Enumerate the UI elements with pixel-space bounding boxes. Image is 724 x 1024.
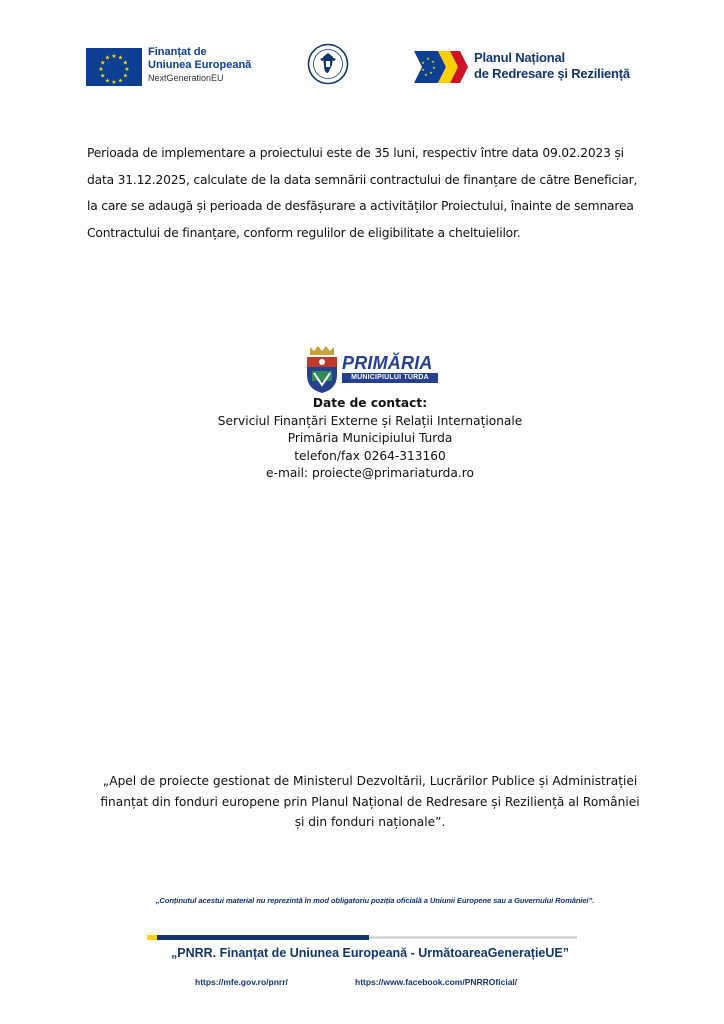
svg-text:★: ★: [98, 66, 104, 73]
footer-divider: [147, 927, 577, 932]
svg-text:★: ★: [124, 66, 130, 73]
eu-logo-line2: Uniunea Europeană: [148, 59, 252, 71]
svg-text:★: ★: [426, 56, 430, 61]
svg-text:★: ★: [104, 77, 111, 85]
footer-slogan: „PNRR. Finanțat de Uniunea Europeană - UrmătoareaGenerațieUE”: [170, 946, 569, 960]
svg-text:★: ★: [122, 72, 128, 80]
svg-text:★: ★: [421, 60, 425, 65]
svg-text:★: ★: [111, 53, 117, 60]
implementation-period-paragraph: Perioada de implementare a proiectului este de 35 luni, respectiv între data 09.02.2023 și data 31.12.2025, calculate de la data semnării contractului de finanțare de către Beneficiar, la care se adaugă și perioada de desfășurare a activităților Proiectului, înainte de semnarea Contractului de finanțare, conform regulilor de eligibilitate a cheltuielilor.: [87, 146, 638, 240]
footer-disclaimer: „Conținutul acestui material nu reprezintă în mod obligatoriu poziția oficială a Uniunii Europene sau a Guvernului României”.: [155, 896, 595, 905]
svg-text:★: ★: [100, 72, 106, 80]
pnrr-logo-line2: de Redresare și Reziliență: [474, 66, 630, 81]
svg-text:★: ★: [111, 79, 117, 86]
pnrr-logo-line1: Planul Național: [474, 50, 565, 65]
svg-text:★: ★: [429, 70, 433, 75]
primaria-turda-logo: [304, 345, 440, 397]
svg-text:★: ★: [122, 59, 128, 67]
svg-text:★: ★: [432, 65, 436, 70]
contact-heading: Date de contact:: [312, 396, 428, 410]
contact-phone: telefon/fax 0264-313160: [294, 448, 446, 463]
svg-text:★: ★: [431, 59, 435, 64]
pnrr-logo: [414, 49, 654, 85]
svg-text:★: ★: [117, 77, 124, 85]
primaria-logo-subtitle: MUNICIPIULUI TURDA: [342, 373, 438, 383]
funding-call-statement: „Apel de proiecte gestionat de Ministerul Dezvoltării, Lucrărilor Publice și Administrației finanțat din fonduri europene prin Planul Național de Redresare și Reziliență al României și din fonduri naționale”.: [100, 774, 640, 829]
svg-text:★: ★: [424, 72, 428, 77]
svg-text:★: ★: [421, 67, 425, 72]
svg-text:★: ★: [117, 54, 124, 62]
contact-email: e-mail: proiecte@primariaturda.ro: [266, 466, 474, 480]
turda-coat-of-arms-icon: [304, 345, 340, 395]
contact-institution: Primăria Municipiului Turda: [287, 431, 453, 445]
mfe-pnrr-link[interactable]: https://mfe.gov.ro/pnrr/: [195, 977, 288, 987]
svg-text:★: ★: [100, 59, 106, 67]
eu-funding-logo: [86, 46, 276, 88]
primaria-logo-title: PRIMĂRIA: [342, 353, 433, 373]
contact-block: [180, 395, 560, 483]
pnrr-arrow-icon: [414, 51, 470, 83]
contact-department: Serviciul Finanțări Externe și Relații Internaționale: [217, 413, 523, 428]
svg-text:★: ★: [104, 54, 111, 62]
eu-logo-line3: NextGenerationEU: [148, 73, 224, 83]
eu-logo-line1: Finanțat de: [148, 46, 207, 58]
romanian-government-seal-icon: [307, 43, 349, 85]
facebook-pnrr-link[interactable]: https://www.facebook.com/PNRROficial/: [355, 977, 518, 987]
eu-flag-icon: [86, 48, 142, 86]
